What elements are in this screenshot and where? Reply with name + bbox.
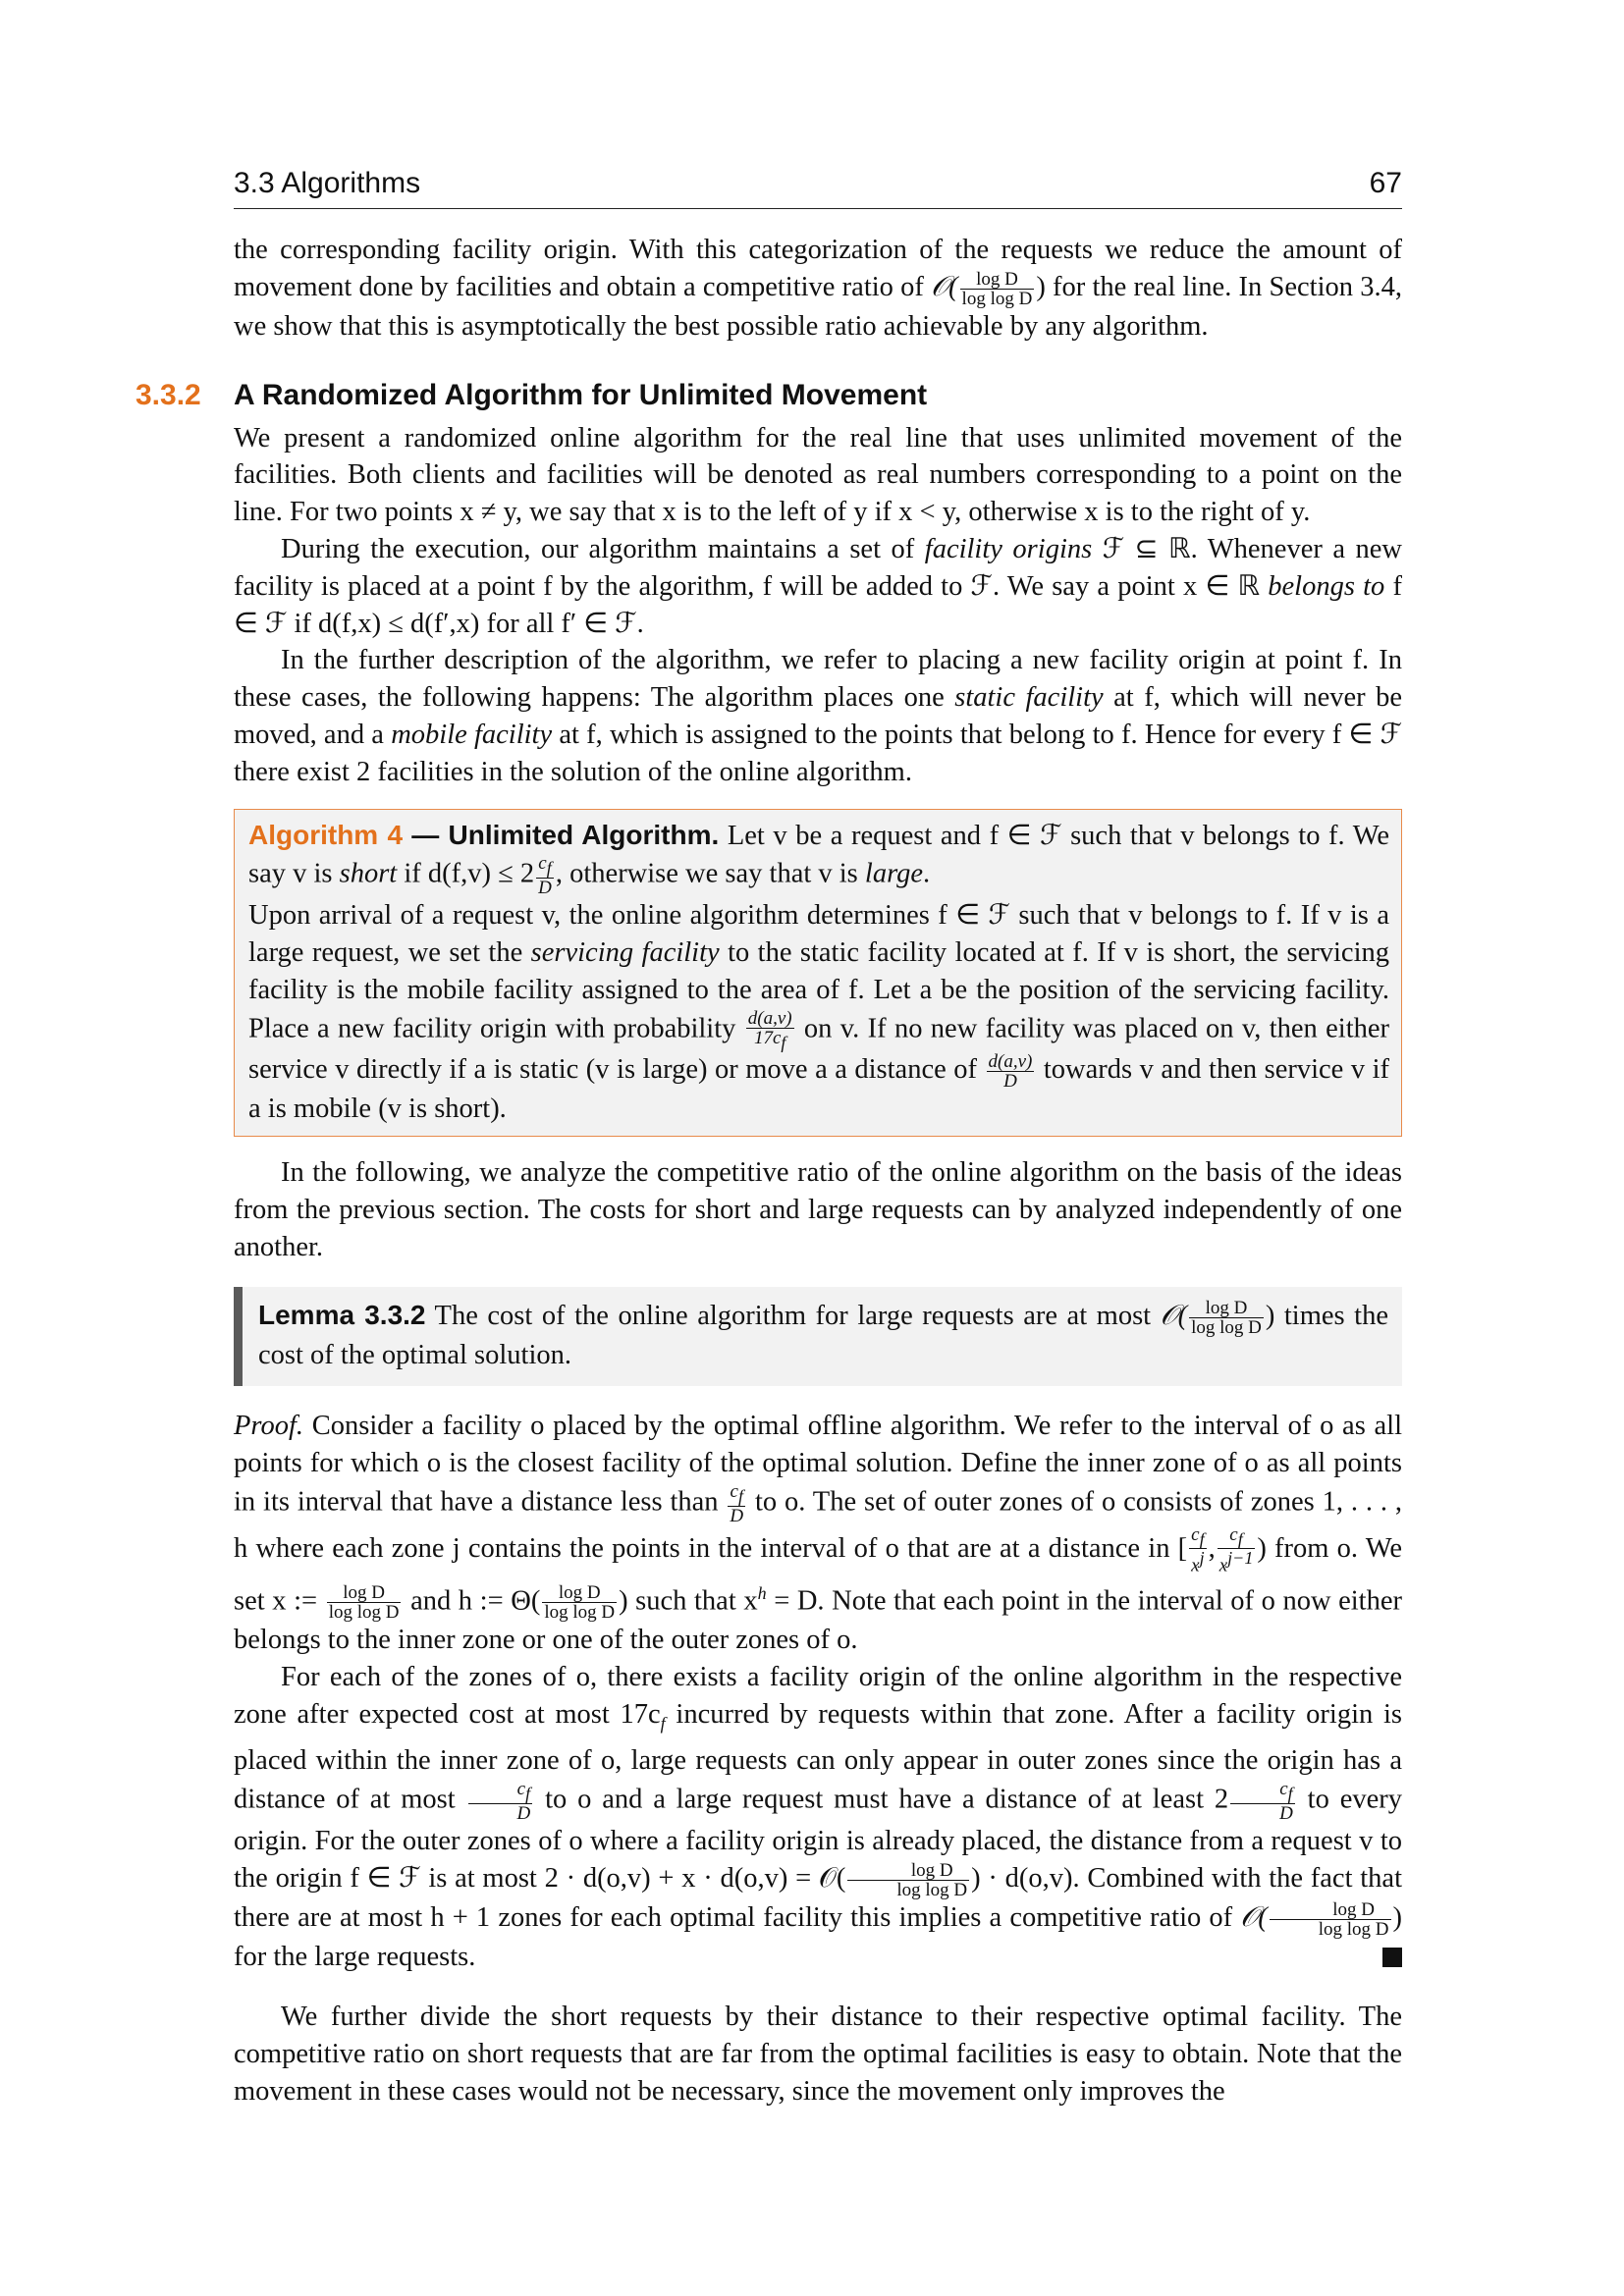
section-title: A Randomized Algorithm for Unlimited Movement [234, 378, 928, 411]
algorithm-name: — Unlimited Algorithm. [403, 819, 720, 850]
page-number: 67 [1369, 167, 1402, 199]
algorithm-box: Algorithm 4 — Unlimited Algorithm. Let v be a request and f ∈ ℱ such that v belongs to f. We say v is short if d(f,v) ≤ 2 $\frac{c_f}{D}$ , otherwise we say that v is large. Upon arrival of a request v, the online algorithm determines f ∈ ℱ such that v belongs to f. If v is a large request, we set the servicing facility to the static facility located at f. If v is short, the servicing facility is the mobile facility assigned to the area of f. Let a be the position of the servicing facility. Place a new facility origin with probability $\frac{d(a,v)}{17c_f}$ on v. If no new facility was placed on v, then either service v directly if a is static (v is large) or move a a distance of $\frac{d(a,v)}{D}$ towards v and then service v if a is mobile (v is short). [234, 809, 1402, 1138]
paragraph-2: During the execution, our algorithm maintains a set of facility origins ℱ ⊆ ℝ. Whenever a new facility is placed at a point f by the algorithm, f will be added to ℱ. We say a point x ∈ ℝ belongs to f ∈ ℱ if d(f,x) ≤ d(f′,x) for all f′ ∈ ℱ. [234, 533, 1403, 639]
intro-paragraph: the corresponding facility origin. With this categorization of the requests we reduce the amount of movement done by facilities and obtain a competitive ratio of 𝒪( $\frac{\text{log D}}{\text{log log D}}$ ) for the real line. In Section 3.4, we show that this is asymptotically the best possible ratio achievable by any algorithm. [234, 235, 1402, 342]
paragraph-5: We further divide the short requests by their distance to their respective optimal facility. The competitive ratio on short requests that are far from the optimal facilities is easy to obtain. Note that the movement in these cases would not be necessary, since the movement only improves the [234, 2002, 1402, 2107]
paragraph-3: In the further description of the algorithm, we refer to placing a new facility origin at point f. In these cases, the following happens: The algorithm places one static facility at f, which will never be moved, and a mobile facility at f, which is assigned to the points that belong to f. Hence for every f ∈ ℱ there exist 2 facilities in the solution of the online algorithm. [234, 645, 1403, 787]
paragraph-4: In the following, we analyze the competitive ratio of the online algorithm on the basis of the ideas from the previous section. The costs for short and large requests can by analyzed independently of one another. [234, 1157, 1402, 1262]
lemma-label: Lemma 3.3.2 [258, 1300, 426, 1331]
section-number: 3.3.2 [135, 378, 201, 411]
proof-paragraph-2: For each of the zones of o, there exists a facility origin of the online algorithm in the respective zone after expected cost at most $17c_f$ incurred by requests within that zone. After a facility origin is placed within the inner zone of o, large requests can only appear in outer zones since the origin has a distance of at most $\frac{c_f}{D}$ to o and a large request must have a distance of at least 2 $\frac{c_f}{D}$ to every origin. For the outer zones of o where a facility origin is already placed, the distance from a request v to the origin f ∈ ℱ is at most 2 · d(o,v) + x · d(o,v) = 𝒪( $\frac{\text{log D}}{\text{log log D}}$ ) · d(o,v). Combined with the fact that there are at most h + 1 zones for each optimal facility this implies a competitive ratio of 𝒪( $\frac{\text{log D}}{\text{log log D}}$ ) for the large requests. [234, 1661, 1402, 1972]
proof-paragraph-1: Proof. Consider a facility o placed by the optimal offline algorithm. We refer to the interval of o as all points for which o is the closest facility of the optimal solution. Define the inner zone of o as all points in its interval that have a distance less than $\frac{c_f}{D}$ to o. The set of outer zones of o consists of zones 1, . . . , h where each zone j contains the points in the interval of o that are at a distance in [ $\frac{c_f}{x^j}$ , $\frac{c_f}{x^{j-1}}$ ) from o. We set x := $\frac{\text{log D}}{\text{log log D}}$ and h := Θ( $\frac{\text{log D}}{\text{log log D}}$ ) such that $x^h = D$. Note that each point in the interval of o now either belongs to the inner zone or one of the outer zones of o. [234, 1411, 1402, 1656]
section-heading [135, 371, 1402, 420]
running-head-section: 3.3 Algorithms [234, 167, 421, 199]
running-head [234, 163, 1402, 209]
page-body [135, 232, 1403, 2110]
algorithm-label: Algorithm 4 [248, 819, 404, 850]
lemma-box: Lemma 3.3.2 The cost of the online algorithm for large requests are at most 𝒪( $\frac{\text{log D}}{\text{log log D}}$ ) times the cost of the optimal solution. [234, 1287, 1402, 1386]
paragraph-1: We present a randomized online algorithm for the real line that uses unlimited movement of the facilities. Both clients and facilities will be denoted as real numbers corresponding to a point on the line. For two points x ≠ y, we say that x is to the left of y if x < y, otherwise x is to the right of y. [234, 422, 1402, 528]
qed-square-icon [1382, 1948, 1402, 1967]
fraction-logd: $\frac{\text{log D}}{\text{log log D}}$ [961, 268, 1033, 309]
